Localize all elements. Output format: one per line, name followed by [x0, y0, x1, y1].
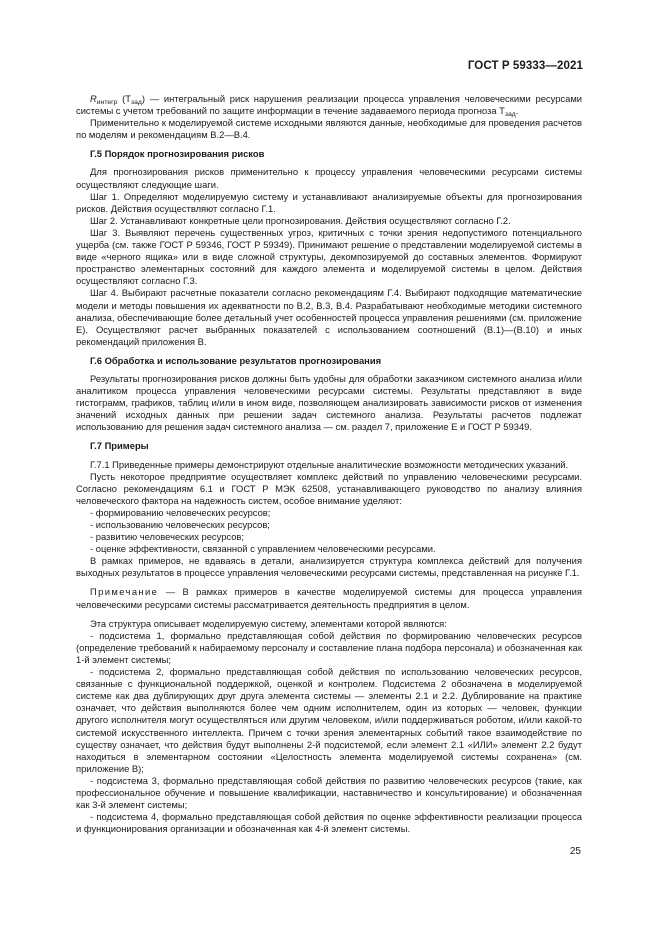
- g7-paragraph-4: Эта структура описывает моделируемую систему, элементами которой являются:: [90, 617, 447, 629]
- r-subscript: интегр: [96, 99, 118, 106]
- g7-paragraph-1: Г.7.1 Приведенные примеры демонстрируют отдельные аналитические возможности методических указаний.: [90, 458, 569, 470]
- t-open: (T: [117, 93, 132, 104]
- list-item: - использованию человеческих ресурсов;: [90, 519, 270, 530]
- definition-end: .: [515, 105, 519, 117]
- section-g6-heading: Г.6 Обработка и использование результатов прогнозирования: [90, 354, 382, 366]
- risk-definition: [76, 93, 582, 117]
- list-item: - развитию человеческих ресурсов;: [90, 531, 245, 543]
- g5-paragraph: Для прогнозирования рисков применительно к процессу управления человеческими ресурсами системы осуществляют следующие шаги.: [76, 166, 582, 190]
- r-symbol: R: [90, 93, 97, 104]
- g7-paragraph-2: Пусть некоторое предприятие осуществляет комплекс действий по управлению человеческими ресурсами. Согласно рекомендациям 6.1 и ГОСТ Р МЭК 62508, устанавливающего руководство по анализу влияния человеческого фактора на надежность систем, особое внимание уделяют:: [76, 470, 582, 506]
- intro-paragraph: Применительно к моделируемой системе исходными являются данные, необходимые для проведения расчетов по моделям и рекомендациям В.2—В.4.: [76, 117, 582, 141]
- g6-paragraph: Результаты прогнозирования рисков должны быть удобны для обработки заказчиком системного анализа и/или аналитиком процесса управления человеческими ресурсами системы. Результаты представляют в виде гистограмм, графиков, таблиц и/или в ином виде, позволяющем анализировать зависимости рисков от изменения значений исходных данных при решении задач системного анализа. Результаты расчетов подлежат использованию для решения задач системного анализа — см. раздел 7, приложение Е и ГОСТ Р 59349.: [76, 372, 582, 433]
- section-g5-heading: Г.5 Порядок прогнозирования рисков: [90, 148, 265, 160]
- subsystem-2: - подсистема 2, формально представляющая собой действия по использованию человеческих ресурсов, связанные с функциональной поддержкой, оценкой и контролем. Подсистема 2 обозначена в моделируемой системе как два дублирующих друг друга элемента системы — элементы 2.1 и 2.2. Дублирование на практике означает, что действия выполняются более чем одним исполнителем, один из которых — человек, функции другого исполнителя могут осуществляться или другим человеком, и/или поддерживаться роботом, и/или какой-то системой искусственного интеллекта. Причем с точки зрения элементарных событий такое взаимодействие по существу означает, что действия будут выполнены 2-й подсистемой, если элемент 2.1 «ИЛИ» элемент 2.2 будут находиться в элементарном состоянии «Целостность элемента моделируемой системы сохранена» (см. приложение В);: [76, 666, 582, 774]
- note-text: — В рамках примеров в качестве моделируемой системы для процесса управления человеческими ресурсами системы рассматривается деятельность предприятия в целом.: [76, 586, 582, 610]
- subsystem-3: - подсистема 3, формально представляющая собой действия по развитию человеческих ресурсов (такие, как профессиональное обучение и повышение квалификации, наставничество и консультирование) и обозначенная как 3-й элемент системы;: [76, 774, 582, 811]
- page-number: 25: [569, 846, 581, 857]
- definition-text: ) — интегральный риск нарушения реализации процесса управления человеческими ресурсами системы с учетом требований по защите информации в течение задаваемого периода прогноза T: [76, 93, 582, 117]
- g7-paragraph-3: В рамках примеров, не вдаваясь в детали, анализируется структура комплекса действий для получения выходных результатов в процессе управления человеческими ресурсами системы, представленная на рисунке Г.1.: [76, 555, 582, 579]
- t-subscript: зад: [131, 99, 142, 106]
- section-g7-heading: Г.7 Примеры: [90, 440, 149, 452]
- g5-step-4: Шаг 4. Выбирают расчетные показатели согласно рекомендациям Г.4. Выбирают подходящие математические модели и методы повышения их адекватности по В.2, В.3, В.4. Разрабатывают необходимые методики системного анализа, обеспечивающие более детальный учет особенностей процесса управления решениями (см. приложение Е). Осуществляют расчет выбранных показателей с использованием соотношений (В.1)—(В.10) и иных рекомендаций приложения В.: [76, 287, 582, 347]
- list-item: - формированию человеческих ресурсов;: [90, 506, 271, 518]
- g5-step-3: Шаг 3. Выявляют перечень существенных угроз, критичных с точки зрения недопустимого потенциального ущерба (см. также ГОСТ Р 59346, ГОСТ Р 59349). Принимают решение о представлении моделируемой системы в виде «черного ящика» или в виде сложной структуры, декомпозируемой до составных элементов. Формируют пространство элементарных состояний для каждого элемента и моделируемой системы в целом. Действия осуществляют согласно Г.3.: [76, 226, 582, 287]
- subsystem-1: - подсистема 1, формально представляющая собой действия по формированию человеческих ресурсов (определение требований к набираемому персоналу и составление плана подбора персонала) и обозначенная как 1-й элемент системы;: [76, 629, 582, 665]
- t-forecast-subscript: зад: [504, 111, 516, 119]
- list-item: - оценке эффективности, связанной с управлением человеческими ресурсами.: [90, 543, 436, 555]
- subsystem-4: - подсистема 4, формально представляющая собой действия по оценке эффективности реализации процесса и функционирования организации и обозначенная как 4-й элемент системы.: [76, 811, 582, 835]
- note-label: Примечание: [90, 586, 159, 598]
- g5-step-1: Шаг 1. Определяют моделируемую систему и устанавливают анализируемые объекты для прогнозирования рисков. Действия осуществляют согласно Г.1.: [76, 190, 582, 214]
- g5-step-2: Шаг 2. Устанавливают конкретные цели прогнозирования. Действия осуществляют согласно Г.2.: [90, 214, 511, 226]
- document-code: ГОСТ Р 59333—2021: [467, 60, 583, 72]
- page-content: [76, 93, 582, 835]
- note: [76, 586, 582, 610]
